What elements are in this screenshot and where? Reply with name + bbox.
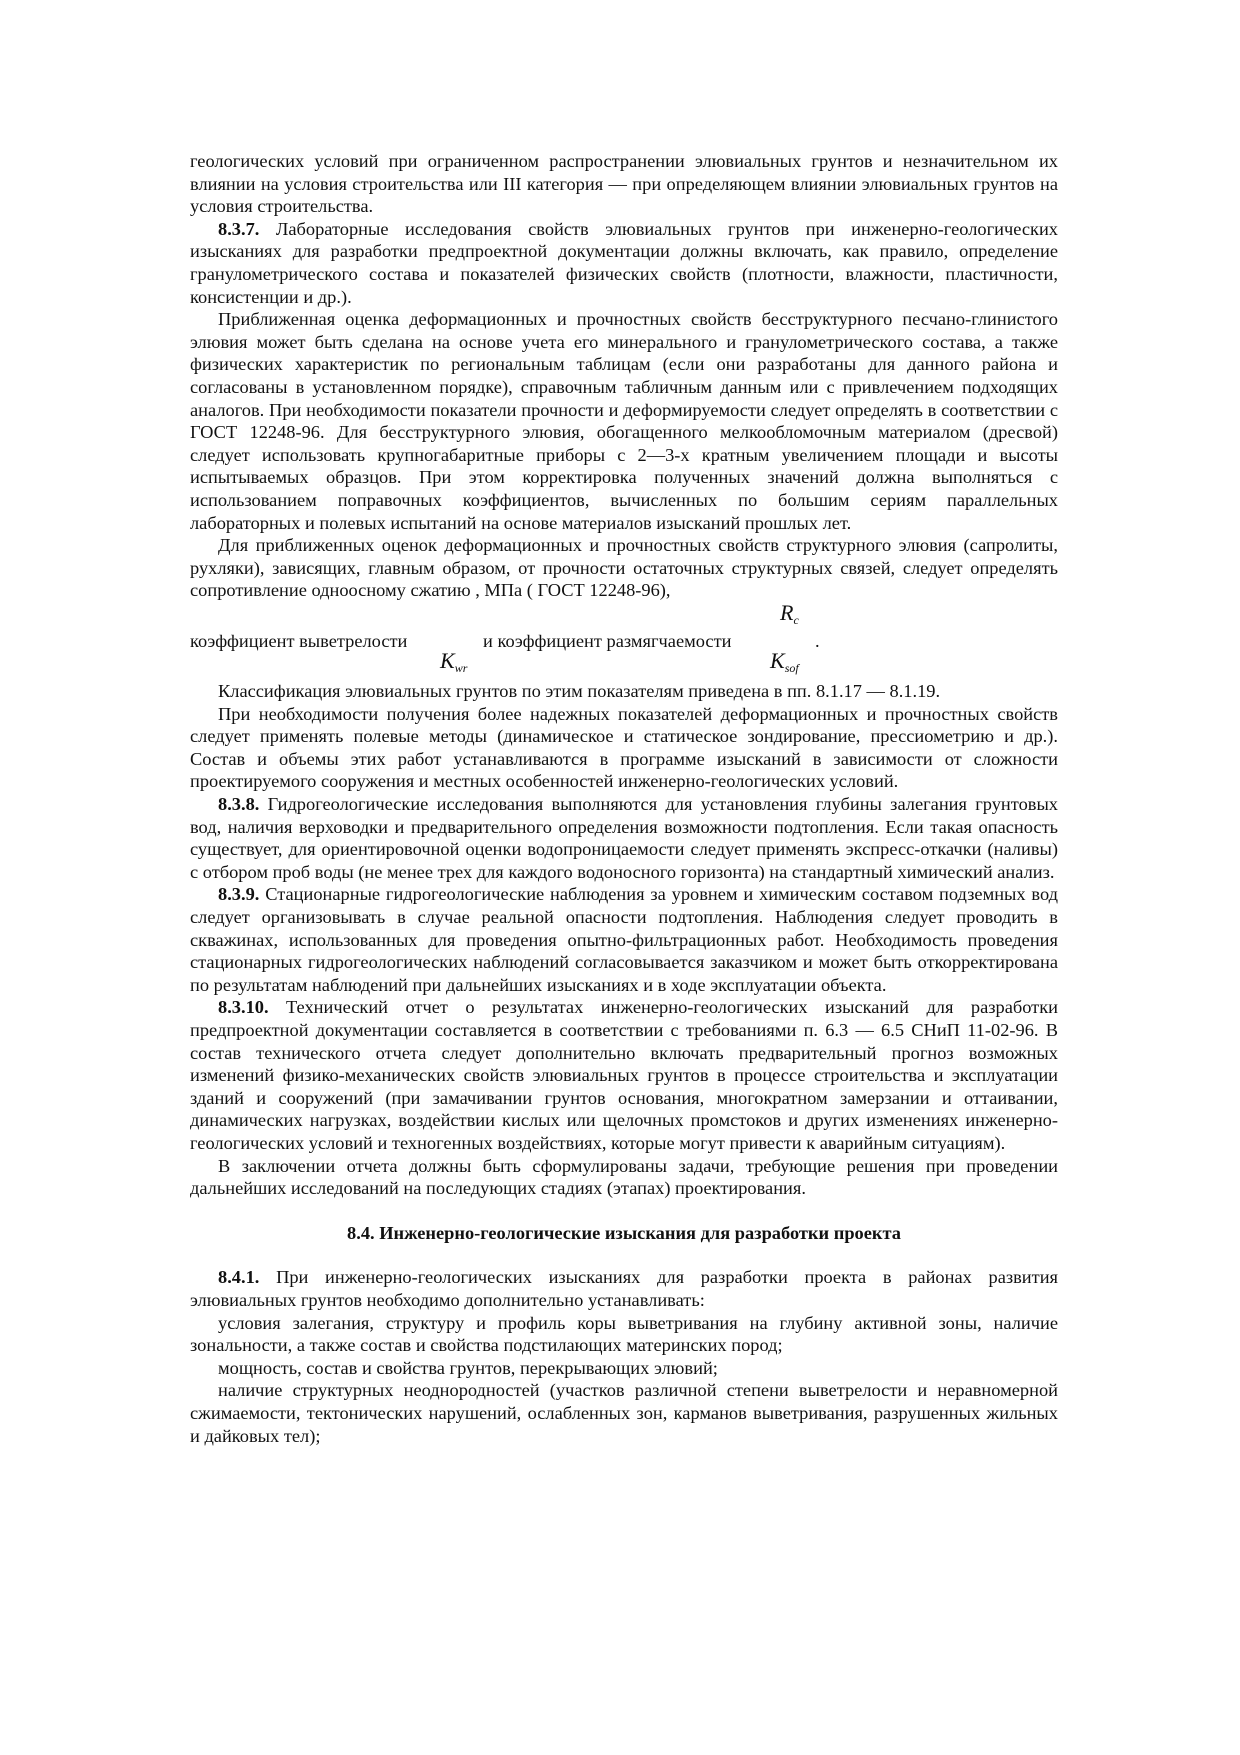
formula-period: . <box>815 631 820 652</box>
paragraph-text: Гидрогеологические исследования выполняются для установления глубины залегания грунтовых вод, наличия верховодки и предварительного определения возможности подтопления. Если такая опасность существует, для ориентировочной оценки водопроницаемости следует применять экспресс-откачки (наливы) с отбором проб воды (не менее трех для каждого водоносного горизонта) на стандартный химический анализ. <box>190 794 1058 882</box>
formula-ksof-sub: sof <box>784 661 799 676</box>
section-heading-8-4: 8.4. Инженерно-геологические изыскания для разработки проекта <box>347 1222 901 1243</box>
clause-number: 8.3.9. <box>218 884 260 905</box>
clause-number: 8.3.8. <box>218 794 260 815</box>
list-item-thickness: мощность, состав и свойства грунтов, перекрывающих элювий; <box>218 1357 718 1378</box>
clause-number: 8.4.1. <box>218 1267 260 1288</box>
clause-number: 8.3.10. <box>218 997 269 1018</box>
clause-number: 8.3.7. <box>218 218 260 239</box>
formula-rc-sub: c <box>793 613 799 628</box>
formula-ksof <box>770 650 799 680</box>
paragraph-field-methods: При необходимости получения более надежных показателей деформационных и прочностных свойств следует применять полевые методы (динамическое и статическое зондирование, прессиометрию и др.). Состав и объемы этих работ устанавливаются в программе изысканий в зависимости от сложности проектируемого сооружения и местных особенностей инженерно-геологических условий. <box>190 703 1058 792</box>
document-body <box>190 150 1058 1447</box>
formula-rc-letter: R <box>780 600 794 626</box>
formula-kwr <box>440 650 467 680</box>
formula-paragraph <box>190 534 1058 630</box>
formula-kwr-sub: wr <box>454 661 468 676</box>
formula-rc <box>780 602 799 632</box>
paragraph-8-3-7 <box>190 218 1058 308</box>
ksof-label: и коэффициент размягчаемости <box>483 631 732 652</box>
spacer <box>190 1200 1058 1222</box>
paragraph-8-3-9 <box>190 883 1058 996</box>
paragraph-8-3-10 <box>190 996 1058 1154</box>
paragraph-approx-estimate: Приближенная оценка деформационных и прочностных свойств бесструктурного песчано-глинистого элювия может быть сделана на основе учета его минерального и гранулометрического состава, а также физических характеристик по региональным таблицам (если они разработаны для данного района и согласованы в установленном порядке), справочным табличным данным или с привлечением подходящих аналогов. При необходимости показатели прочности и деформируемости следует определять в соответствии с ГОСТ 12248-96. Для бесструктурного элювия, обогащенного мелкообломочным материалом (дресвой) следует использовать крупногабаритные приборы с 2—3-х кратным увеличением площади и высоты испытываемых образцов. При этом корректировка полученных значений должна выполняться с использованием поправочных коэффициентов, вычисленных по большим сериям параллельных лабораторных и полевых испытаний на основе материалов изысканий прошлых лет. <box>190 309 1058 533</box>
formula-ksof-letter: K <box>770 648 785 674</box>
paragraph-text: Технический отчет о результатах инженерно-геологических изысканий для разработки предпроектной документации составляется в соответствии с требованиями п. 6.3 — 6.5 СНиП 11-02-96. В состав технического отчета следует дополнительно включать предварительный прогноз возможных изменений физико-механических свойств элювиальных грунтов в процессе строительства и эксплуатации зданий и сооружений (при замачивании грунтов основания, многократном замерзании и оттаивании, динамических нагрузках, воздействии кислых или щелочных промстоков и других изменениях инженерно-геологических условий и техногенных воздействиях, которые могут привести к аварийным ситуациям). <box>190 997 1058 1153</box>
paragraph-8-3-8 <box>190 793 1058 883</box>
paragraph-text: Стационарные гидрогеологические наблюдения за уровнем и химическим составом подземных вод следует организовывать в случае реальной опасности подтопления. Наблюдения следует проводить в скважинах, использованных для проведения опытно-фильтрационных работ. Необходимость проведения стационарных гидрогеологических наблюдений согласовывается заказчиком и может быть откорректирована по результатам наблюдений при дальнейших изысканиях и в ходе эксплуатации объекта. <box>190 884 1058 995</box>
paragraph-8-4-1 <box>190 1266 1058 1311</box>
kwr-label: коэффициент выветрелости <box>190 631 408 652</box>
paragraph-conclusion: В заключении отчета должны быть сформулированы задачи, требующие решения при проведении дальнейших исследований на последующих стадиях (этапах) проектирования. <box>190 1155 1058 1199</box>
paragraph-continuation: геологических условий при ограниченном распространении элювиальных грунтов и незначительном их влиянии на условия строительства или III категория — при определяющем влиянии элювиальных грунтов на условия строительства. <box>190 151 1058 217</box>
paragraph-text: При инженерно-геологических изысканиях для разработки проекта в районах развития элювиальных грунтов необходимо дополнительно устанавливать: <box>190 1267 1058 1310</box>
formula-line-k <box>190 630 1058 680</box>
paragraph-structured-eluvium: Для приближенных оценок деформационных и прочностных свойств структурного элювия (сапролиты, рухляки), зависящих, главным образом, от прочности остаточных структурных связей, следует определять сопротивление одноосному сжатию , МПа ( ГОСТ 12248-96), <box>190 535 1058 601</box>
paragraph-classification: Классификация элювиальных грунтов по этим показателям приведена в пп. 8.1.17 — 8.1.19. <box>218 681 941 702</box>
list-item-heterogeneities: наличие структурных неоднородностей (участков различной степени выветрелости и неравномерной сжимаемости, тектонических нарушений, ослабленных зон, карманов выветривания, разрушенных жильных и дайковых тел); <box>190 1380 1058 1446</box>
spacer <box>190 1244 1058 1266</box>
paragraph-text: Лабораторные исследования свойств элювиальных грунтов при инженерно-геологических изысканиях для разработки предпроектной документации должны включать, как правило, определение гранулометрического состава и показателей физических свойств (плотности, влажности, пластичности, консистенции и др.). <box>190 218 1058 307</box>
list-item-conditions: условия залегания, структуру и профиль коры выветривания на глубину активной зоны, наличие зональности, а также состав и свойства подстилающих материнских пород; <box>190 1312 1058 1356</box>
formula-kwr-letter: K <box>440 648 455 674</box>
